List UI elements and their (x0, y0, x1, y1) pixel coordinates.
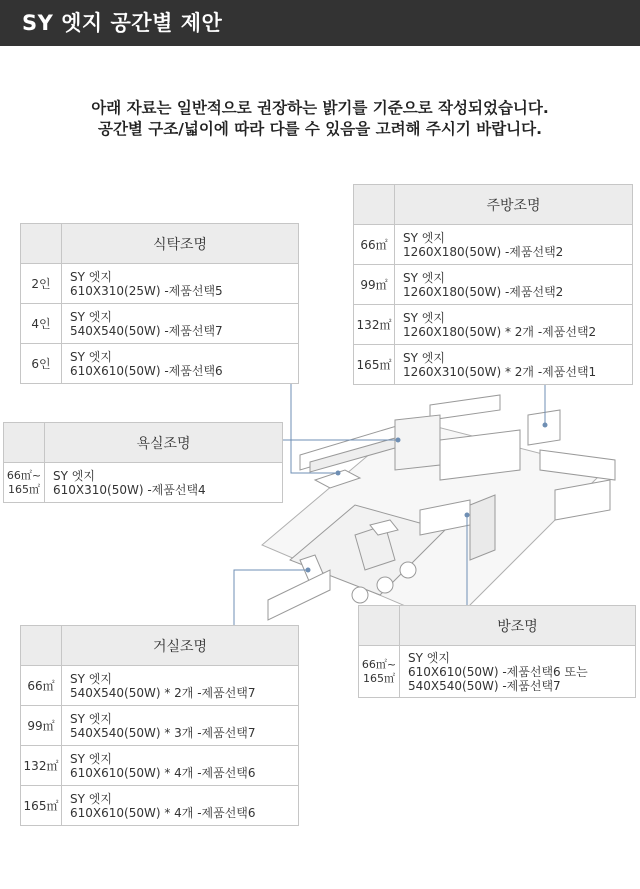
kitchen-row-value: SY 엣지 1260X180(50W) * 2개 -제품선택2 (395, 305, 633, 345)
intro-line-1: 아래 자료는 일반적으로 권장하는 밝기를 기준으로 작성되었습니다. (91, 99, 549, 117)
dining-header-blank (21, 224, 62, 264)
dining-row-label: 2인 (21, 264, 62, 304)
living-row-label: 165㎡ (21, 786, 62, 826)
living-header-blank (21, 626, 62, 666)
dot-kitchen (543, 423, 548, 428)
kitchen-row-value: SY 엣지 1260X180(50W) -제품선택2 (395, 225, 633, 265)
intro-line-2: 공간별 구조/넓이에 따라 다를 수 있음을 고려해 주시기 바랍니다. (97, 120, 543, 138)
table-row (21, 786, 299, 826)
living-row-value: SY 엣지 540X540(50W) * 2개 -제품선택7 (62, 666, 299, 706)
room-row-label: 66㎡~ 165㎡ (359, 646, 400, 698)
dot-bathroom (396, 438, 401, 443)
table-row (354, 345, 633, 385)
kitchen-row-label: 132㎡ (354, 305, 395, 345)
table-row (21, 746, 299, 786)
table-row (354, 305, 633, 345)
dining-table-info (20, 223, 299, 384)
bathroom-row-value: SY 엣지 610X310(50W) -제품선택4 (45, 463, 283, 503)
living-table-info (20, 625, 299, 826)
page-title: SY 엣지 공간별 제안 (22, 11, 223, 35)
kitchen-row-label: 165㎡ (354, 345, 395, 385)
kitchen-row-label: 66㎡ (354, 225, 395, 265)
rug-circle-2 (377, 577, 393, 593)
living-title: 거실조명 (62, 626, 299, 666)
room-row-value: SY 엣지 610X610(50W) -제품선택6 또는 540X540(50W) -제품선택7 (400, 646, 636, 698)
dining-row-value: SY 엣지 610X310(25W) -제품선택5 (62, 264, 299, 304)
rug-circle-1 (352, 587, 368, 603)
table-row (21, 304, 299, 344)
living-row-label: 66㎡ (21, 666, 62, 706)
kitchen-row-value: SY 엣지 1260X180(50W) -제품선택2 (395, 265, 633, 305)
kitchen-row-value: SY 엣지 1260X310(50W) * 2개 -제품선택1 (395, 345, 633, 385)
bathroom-table-info (3, 422, 283, 503)
dining-title: 식탁조명 (62, 224, 299, 264)
room-header-blank (359, 606, 400, 646)
table-row (21, 264, 299, 304)
bathroom-header-blank (4, 423, 45, 463)
table-row (21, 706, 299, 746)
kitchen-row-label: 99㎡ (354, 265, 395, 305)
dot-dining (336, 471, 341, 476)
living-row-value: SY 엣지 540X540(50W) * 3개 -제품선택7 (62, 706, 299, 746)
bathroom-block (395, 415, 440, 470)
table-row (354, 265, 633, 305)
living-row-label: 99㎡ (21, 706, 62, 746)
bathroom-row-label: 66㎡~ 165㎡ (4, 463, 45, 503)
kitchen-header-blank (354, 185, 395, 225)
table-row (354, 225, 633, 265)
dining-row-label: 4인 (21, 304, 62, 344)
kitchen-table-info (353, 184, 633, 385)
balcony-frame (268, 570, 330, 620)
living-row-value: SY 엣지 610X610(50W) * 4개 -제품선택6 (62, 746, 299, 786)
table-row (21, 666, 299, 706)
kitchen-title: 주방조명 (395, 185, 633, 225)
dot-room (465, 513, 470, 518)
dining-row-label: 6인 (21, 344, 62, 384)
table-row (359, 646, 636, 698)
living-row-label: 132㎡ (21, 746, 62, 786)
dining-row-value: SY 엣지 540X540(50W) -제품선택7 (62, 304, 299, 344)
bathroom-title: 욕실조명 (45, 423, 283, 463)
living-row-value: SY 엣지 610X610(50W) * 4개 -제품선택6 (62, 786, 299, 826)
room-title: 방조명 (400, 606, 636, 646)
dining-row-value: SY 엣지 610X610(50W) -제품선택6 (62, 344, 299, 384)
room-door-right (470, 495, 495, 560)
table-row (4, 463, 283, 503)
dot-living (306, 568, 311, 573)
room-table-info (358, 605, 636, 698)
table-row (21, 344, 299, 384)
kitchen-box (528, 410, 560, 445)
rug-circle-3 (400, 562, 416, 578)
